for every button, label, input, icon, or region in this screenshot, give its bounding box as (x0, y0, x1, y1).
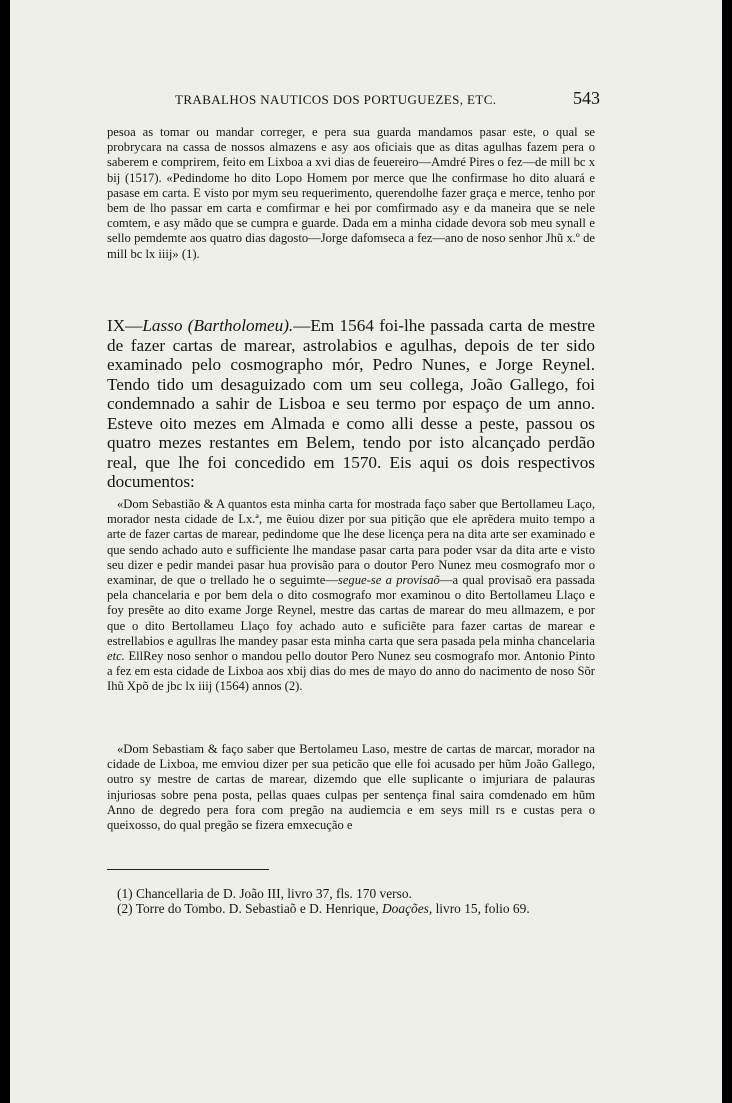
page-number: 543 (573, 88, 600, 108)
doc1-italic-insert: segue-se a provisaõ (337, 573, 440, 588)
doc1-text-a: «Dom Sebastião & A quantos esta minha carta for mostrada faço saber que Bertollameu Laço, morador nesta cidade de Lx.ª, me ẽuiou dizer por sua pitição que ele aprẽdera muito tempo a arte de fazer cartas de marear, pedindome que lhe dese licença pera na dita arte ser examinado e que sendo achado auto e sufficiente lhe mandase pasar carta para poder vsar da dita arte e visto seu dizer e pedir mandei pasar hua provisão para o doutor Pero Nunez meu cosmografo mor o examinar, de que o trellado he o seguimte— (107, 497, 595, 588)
section-numeral: IX— (107, 316, 143, 335)
footnotes (107, 886, 595, 916)
doc1-text-c: EllRey noso senhor o mandou pello doutor Pero Nunez seu cosmografo mor. Antonio Pinto a fez em esta cidade de Lixboa aos xbij dias do mes de mayo do anno do nacimento de noso Sõr Ihũ Xpõ de jbc lx iiij (1564) annos (2). (107, 649, 595, 694)
footnote-2-text: (2) Torre do Tombo. D. Sebastiaõ e D. Henrique, (117, 901, 383, 916)
section-name: Lasso (Bartholomeu). (142, 316, 294, 335)
footnote-2-italic: Doações, (382, 901, 433, 916)
section-ix-paragraph (107, 316, 595, 492)
document-1 (107, 497, 595, 695)
doc1-text-b: —a qual provisaõ era passada pela chancelaria e por bem dela o dito cosmografo mor examinou o dito Bertollameu Llaço e foy presẽte ao dito exame Jorge Reynel, mestre das cartas de marear do meu allmazem, e por que o dito Bertollameu Llaço foy achado auto e suficiẽte para fazer cartas de marear e estrellabios e agullras lhe mandey pasar esta minha carta que sera pasada pela minha chancelaria (107, 573, 595, 648)
document-2 (107, 742, 595, 833)
footnote-2-end: livro 15, folio 69. (432, 901, 530, 916)
section-text: —Em 1564 foi-lhe passada carta de mestre de fazer cartas de marear, astrolabios e agulhas, depois de ter sido examinado pelo cosmographo mór, Pedro Nunes, e Jorge Reynel. Tendo tido um desaguizado com um seu collega, João Gallego, foi condemnado a sahir de Lisboa e seu termo por espaço de um anno. Esteve oito mezes em Almada e como alli desse a peste, passou os quatro mezes restantes em Belem, tendo por isto alcançado perdão real, que lhe foi concedido em 1570. Eis aqui os dois respectivos documentos: (107, 316, 595, 491)
document-2-paragraph: «Dom Sebastiam & faço saber que Bertolameu Laso, mestre de cartas de marcar, morador na cidade de Lixboa, me emviou dizer per sua peticão que elle foi acusado per hũm João Gallego, outro sy mestre de cartas de marear, dizemdo que elle suplicante o imjuriara de palauras injuriosas sobre pena posta, pellas quaes culpas per sentença final saira comdenado em hũm Anno de degredo pera fora com pregão na audiemcia e em seys mill rs e custas pera o queixosso, do qual pregão se fizera emxecução e (107, 742, 595, 833)
footnote-divider (107, 869, 269, 870)
running-title: TRABALHOS NAUTICOS DOS PORTUGUEZES, ETC. (175, 92, 497, 107)
footnote-1: (1) Chancellaria de D. João III, livro 37, fls. 170 verso. (117, 886, 412, 901)
section-ix (107, 316, 595, 492)
document-1-paragraph (107, 497, 595, 695)
doc1-etc: etc. (107, 649, 125, 664)
book-page (10, 0, 722, 1103)
quoted-document-continuation (107, 125, 595, 262)
footnote-2 (107, 901, 595, 916)
block1-paragraph: pesoa as tomar ou mandar correger, e pera sua guarda mandamos pasar este, o qual se probrycara na cassa de nossos almazens e asy aos oficiais que as ditas agulhas fazem pera o saberem e comprirem, feito em Lixboa a xvi dias de feuereiro—Amdré Pires o fez—de mill bc x bij (1517). «Pedindome ho dito Lopo Homem por merce que lhe confirmase ho dito aluará e pasase em carta. E visto por mym seu requerimento, querendolhe fazer graça e merce, tenho por bem de lho passar em carta e comfirmar e hei por comfirmado asy e da maneira que se nele comtem, e asy mãdo que se cumpra e guarde. Dada em a minha cidade devora sob meu synall e sello pemdemte aos quatro dias dagosto—Jorge dafomseca a fez—ano de noso senhor Jhũ x.º de mill bc lx iiij» (1). (107, 125, 595, 261)
running-header (175, 88, 600, 112)
